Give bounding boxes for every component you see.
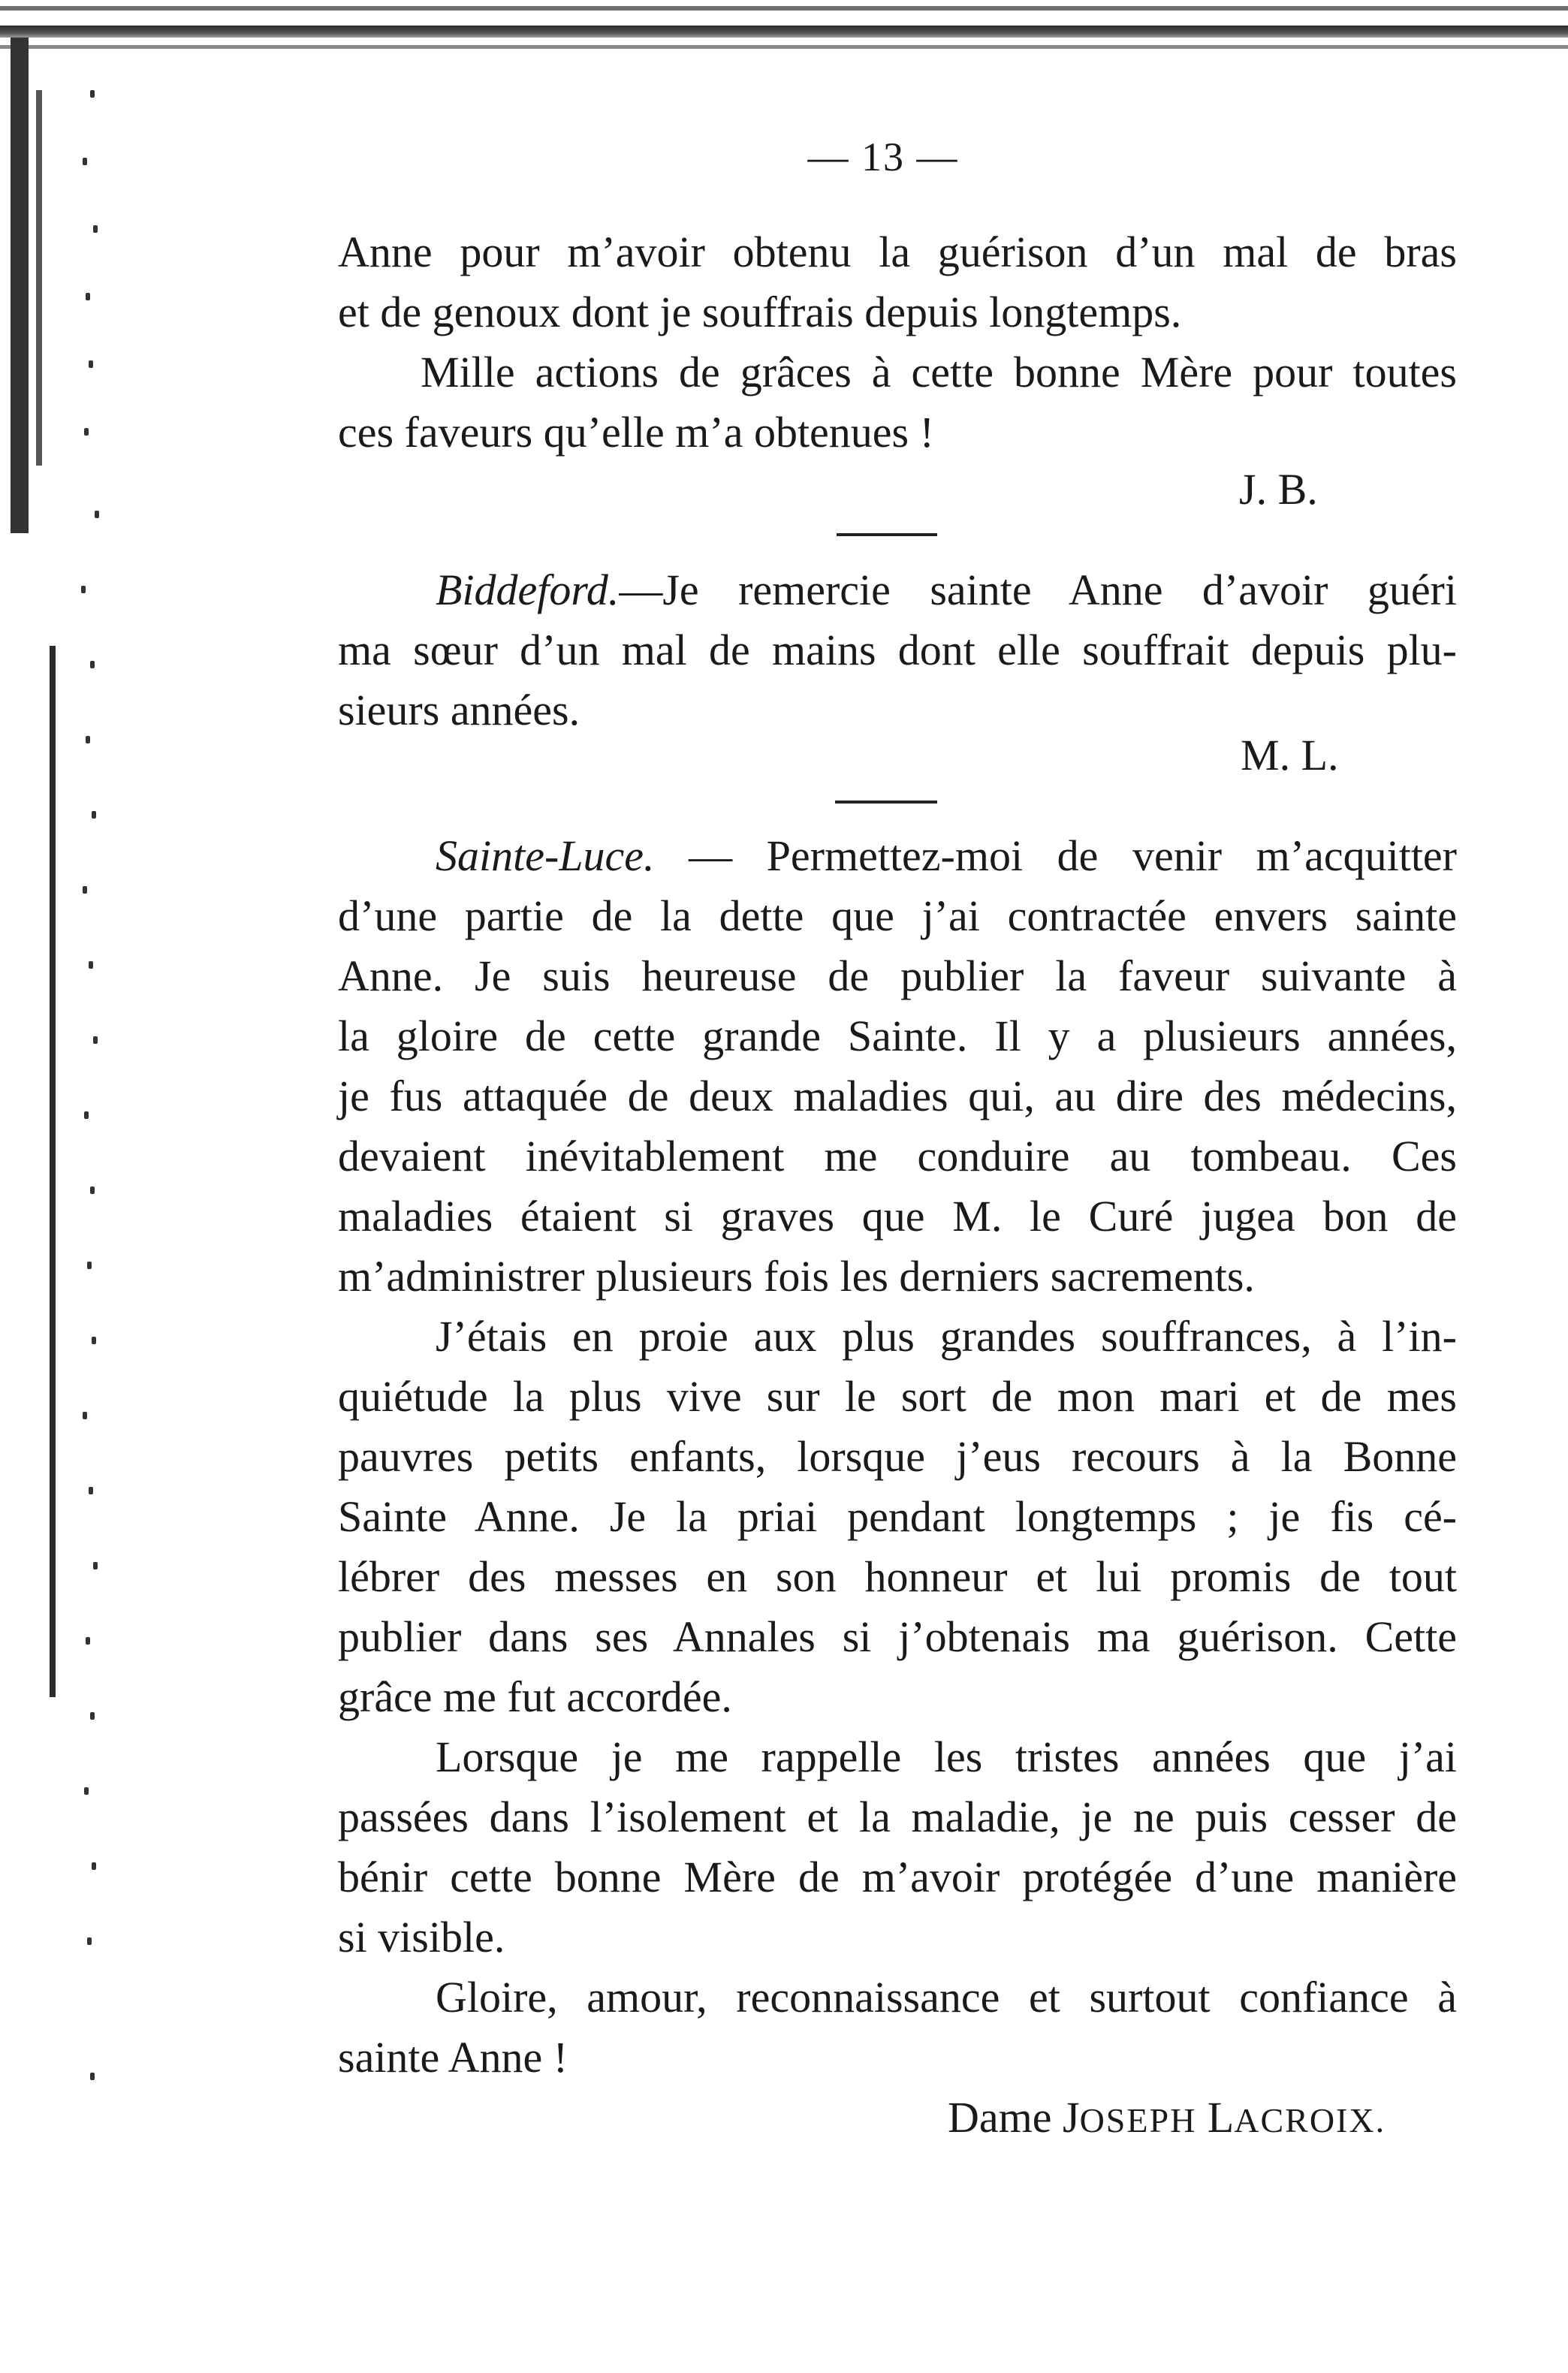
entry4-line-21: sainte Anne ! (338, 2033, 568, 2082)
entry4-line-20: Gloire, amour, reconnaissance et surtout confiance à (436, 1973, 1457, 2022)
entry4-line-14: publier dans ses Annales si j’obtenais ma guérison. Cette (338, 1612, 1457, 1661)
signature-first-initial: J (1063, 2093, 1080, 2142)
place-biddeford: Biddeford. (436, 565, 620, 614)
entry4-line-5: je fus attaquée de deux maladies qui, au dire des médecins, (338, 1072, 1457, 1120)
entry3-line-1 (436, 560, 1457, 620)
signature-last-initial: L (1207, 2093, 1235, 2142)
entry4-line-12: Sainte Anne. Je la priai pendant longtemps ; je fis cé- (338, 1492, 1457, 1541)
entry3-line-1-text: —Je remercie sainte Anne d’avoir guéri (619, 565, 1457, 614)
entry1-line-1: Anne pour m’avoir obtenu la guérison d’un mal de bras (338, 228, 1457, 276)
scan-binding-edge (11, 38, 29, 533)
entry4-line-8: m’administrer plusieurs fois les derniers sacrements. (338, 1252, 1255, 1301)
scan-binding-line (50, 646, 56, 1697)
signature-title: Dame (948, 2093, 1052, 2142)
entry2-line-2: ces faveurs qu’elle m’a obtenues ! (338, 408, 934, 457)
entry3-line-3: sieurs années. (338, 686, 580, 734)
section-rule-1 (837, 533, 937, 536)
scan-top-edge-line (0, 45, 1568, 49)
entry2-line-1: Mille actions de grâces à cette bonne Mère pour toutes (421, 348, 1457, 397)
entry4-line-17: passées dans l’isolement et la maladie, je ne puis cesser de (338, 1793, 1457, 1841)
scan-top-edge-thin (0, 6, 1568, 11)
signature-dame-joseph-lacroix (948, 2088, 1386, 2151)
section-rule-2 (835, 801, 937, 804)
entry4-line-4: la gloire de cette grande Sainte. Il y a plusieurs années, (338, 1012, 1457, 1060)
entry4-line-11: pauvres petits enfants, lorsque j’eus recours à la Bonne (338, 1432, 1457, 1481)
entry4-line-6: devaient inévitablement me conduire au tombeau. Ces (338, 1132, 1457, 1180)
signature-jb: J. B. (1239, 465, 1318, 514)
signature-ml: M. L. (1241, 731, 1339, 779)
entry4-line-18: bénir cette bonne Mère de m’avoir protégée d’une manière (338, 1853, 1457, 1901)
place-sainte-luce: Sainte-Luce. (436, 831, 655, 880)
entry4-line-15: grâce me fut accordée. (338, 1672, 732, 1721)
entry4-line-19: si visible. (338, 1913, 505, 1961)
entry4-line-10: quiétude la plus vive sur le sort de mon mari et de mes (338, 1372, 1457, 1421)
signature-last-rest: ACROIX. (1234, 2101, 1386, 2139)
signature-first-rest: OSEPH (1079, 2101, 1197, 2139)
entry4-line-2: d’une partie de la dette que j’ai contractée envers sainte (338, 891, 1457, 940)
scan-binding-shadow (36, 90, 42, 466)
entry4-line-1 (436, 826, 1457, 886)
entry4-line-16: Lorsque je me rappelle les tristes années que j’ai (436, 1732, 1457, 1781)
scan-top-edge (0, 26, 1568, 38)
scan-margin-specks (75, 90, 120, 2080)
entry1-line-2: et de genoux dont je souffrais depuis longtemps. (338, 288, 1182, 336)
entry4-line-3: Anne. Je suis heureuse de publier la faveur suivante à (338, 951, 1457, 1000)
page-number: — 13 — (807, 134, 959, 179)
entry4-line-7: maladies étaient si graves que M. le Curé jugea bon de (338, 1192, 1457, 1241)
entry3-line-2: ma sœur d’un mal de mains dont elle souffrait depuis plu- (338, 626, 1457, 674)
entry4-line-13: lébrer des messes en son honneur et lui promis de tout (338, 1552, 1457, 1601)
entry4-line-9: J’étais en proie aux plus grandes souffrances, à l’in- (436, 1312, 1457, 1361)
entry4-line-1-text: — Permettez-moi de venir m’acquitter (689, 831, 1457, 880)
